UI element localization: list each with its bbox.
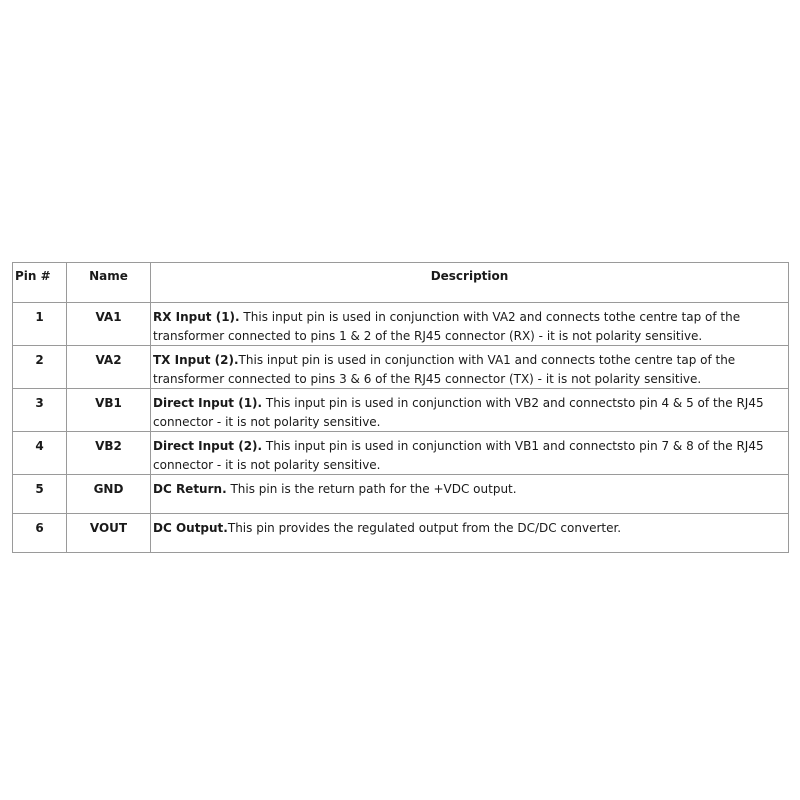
name-cell [67, 303, 151, 346]
description-cell [151, 389, 789, 432]
description-text: This input pin is used in conjunction with VA2 and connects tothe centre tap of the transformer connected to pins 1 & 2 of the RJ45 connector (RX) - it is not polarity sensitive. [153, 310, 741, 343]
description-cell [151, 303, 789, 346]
pin-number: 5 [35, 482, 44, 496]
table-row [13, 303, 789, 346]
pin-cell [13, 432, 67, 475]
description-cell [151, 432, 789, 475]
description-text: This input pin is used in conjunction with VA1 and connects tothe centre tap of the transformer connected to pins 3 & 6 of the RJ45 connector (TX) - it is not polarity sensitive. [153, 353, 736, 386]
description-text: This pin provides the regulated output from the DC/DC converter. [227, 521, 622, 535]
description-cell [151, 346, 789, 389]
pin-description [151, 514, 788, 538]
table-body [13, 303, 789, 553]
header-name [67, 263, 151, 303]
pin-number: 6 [35, 521, 44, 535]
description-title: RX Input (1). [153, 310, 240, 324]
pin-cell [13, 389, 67, 432]
pin-description [151, 346, 788, 388]
description-cell [151, 475, 789, 514]
description-title: DC Output. [153, 521, 228, 535]
pin-number: 2 [35, 353, 44, 367]
table-row [13, 432, 789, 475]
pin-name: VOUT [89, 521, 128, 535]
pin-description [151, 432, 788, 474]
description-text: This input pin is used in conjunction with VB2 and connectsto pin 4 & 5 of the RJ45 connector - it is not polarity sensitive. [153, 396, 764, 429]
description-title: Direct Input (2). [153, 439, 263, 453]
pin-number: 1 [35, 310, 44, 324]
table-row [13, 514, 789, 553]
description-text: This pin is the return path for the +VDC output. [226, 482, 517, 496]
header-description [151, 263, 789, 303]
table-row [13, 475, 789, 514]
name-cell [67, 514, 151, 553]
name-cell [67, 475, 151, 514]
pin-name: GND [93, 482, 124, 496]
pin-description [151, 475, 788, 499]
pin-name: VA1 [95, 310, 122, 324]
description-title: TX Input (2). [153, 353, 239, 367]
pin-cell [13, 475, 67, 514]
description-cell [151, 514, 789, 553]
table-header [13, 263, 789, 303]
table-row [13, 389, 789, 432]
pin-description [151, 389, 788, 431]
table-header-row [13, 263, 789, 303]
description-text: This input pin is used in conjunction with VB1 and connectsto pin 7 & 8 of the RJ45 connector - it is not polarity sensitive. [153, 439, 764, 472]
pin-description-table [12, 262, 789, 553]
pin-cell [13, 303, 67, 346]
description-title: Direct Input (1). [153, 396, 263, 410]
name-cell [67, 432, 151, 475]
description-title: DC Return. [153, 482, 227, 496]
name-cell [67, 346, 151, 389]
header-description-label: Description [430, 269, 509, 283]
table-row [13, 346, 789, 389]
pin-name: VB2 [95, 439, 122, 453]
pin-name: VA2 [95, 353, 122, 367]
header-pin [13, 263, 67, 303]
header-name-label: Name [89, 269, 128, 283]
pin-cell [13, 514, 67, 553]
pin-number: 3 [35, 396, 44, 410]
pin-cell [13, 346, 67, 389]
pin-name: VB1 [95, 396, 122, 410]
pin-number: 4 [35, 439, 44, 453]
header-pin-label: Pin # [15, 269, 51, 283]
name-cell [67, 389, 151, 432]
pin-description [151, 303, 788, 345]
